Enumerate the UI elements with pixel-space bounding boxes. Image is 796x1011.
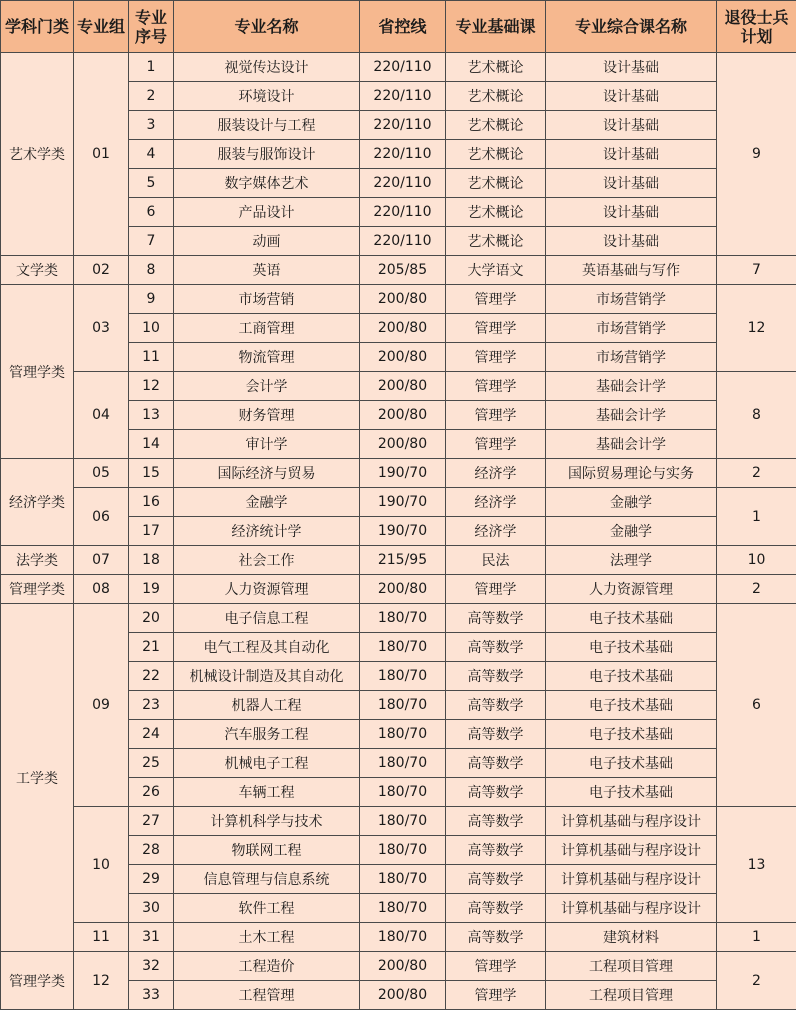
major-name-cell: 机械设计制造及其自动化 bbox=[174, 662, 360, 691]
score-line-cell: 180/70 bbox=[360, 633, 446, 662]
basic-course-cell: 经济学 bbox=[446, 517, 546, 546]
score-line-cell: 200/80 bbox=[360, 981, 446, 1010]
group-cell: 02 bbox=[74, 256, 129, 285]
group-cell: 10 bbox=[74, 807, 129, 923]
major-name-cell: 计算机科学与技术 bbox=[174, 807, 360, 836]
major-name-cell: 汽车服务工程 bbox=[174, 720, 360, 749]
veteran-plan-cell: 1 bbox=[717, 488, 796, 546]
score-line-cell: 180/70 bbox=[360, 894, 446, 923]
veteran-plan-cell: 7 bbox=[717, 256, 796, 285]
header-basic: 专业基础课 bbox=[446, 1, 546, 53]
score-line-cell: 180/70 bbox=[360, 720, 446, 749]
comprehensive-course-cell: 英语基础与写作 bbox=[546, 256, 717, 285]
table-row bbox=[1, 952, 796, 981]
table-row bbox=[1, 488, 796, 517]
header-group: 专业组 bbox=[74, 1, 129, 53]
seq-cell: 1 bbox=[129, 53, 174, 82]
basic-course-cell: 高等数学 bbox=[446, 633, 546, 662]
seq-cell: 32 bbox=[129, 952, 174, 981]
seq-cell: 27 bbox=[129, 807, 174, 836]
header-plan: 退役士兵计划 bbox=[717, 1, 796, 53]
seq-cell: 14 bbox=[129, 430, 174, 459]
major-name-cell: 软件工程 bbox=[174, 894, 360, 923]
header-comprehensive: 专业综合课名称 bbox=[546, 1, 717, 53]
basic-course-cell: 管理学 bbox=[446, 372, 546, 401]
table-row bbox=[1, 459, 796, 488]
basic-course-cell: 艺术概论 bbox=[446, 111, 546, 140]
score-line-cell: 180/70 bbox=[360, 604, 446, 633]
score-line-cell: 205/85 bbox=[360, 256, 446, 285]
basic-course-cell: 高等数学 bbox=[446, 749, 546, 778]
major-name-cell: 电气工程及其自动化 bbox=[174, 633, 360, 662]
header-row bbox=[1, 1, 796, 53]
score-line-cell: 200/80 bbox=[360, 285, 446, 314]
major-name-cell: 市场营销 bbox=[174, 285, 360, 314]
category-cell: 管理学类 bbox=[1, 575, 74, 604]
basic-course-cell: 大学语文 bbox=[446, 256, 546, 285]
basic-course-cell: 高等数学 bbox=[446, 662, 546, 691]
basic-course-cell: 管理学 bbox=[446, 575, 546, 604]
major-name-cell: 经济统计学 bbox=[174, 517, 360, 546]
seq-cell: 25 bbox=[129, 749, 174, 778]
comprehensive-course-cell: 国际贸易理论与实务 bbox=[546, 459, 717, 488]
major-name-cell: 服装设计与工程 bbox=[174, 111, 360, 140]
basic-course-cell: 高等数学 bbox=[446, 807, 546, 836]
veteran-plan-cell: 2 bbox=[717, 459, 796, 488]
major-name-cell: 金融学 bbox=[174, 488, 360, 517]
group-cell: 06 bbox=[74, 488, 129, 546]
major-name-cell: 审计学 bbox=[174, 430, 360, 459]
comprehensive-course-cell: 工程项目管理 bbox=[546, 981, 717, 1010]
major-name-cell: 电子信息工程 bbox=[174, 604, 360, 633]
veteran-plan-cell: 6 bbox=[717, 604, 796, 807]
basic-course-cell: 管理学 bbox=[446, 343, 546, 372]
group-cell: 01 bbox=[74, 53, 129, 256]
score-line-cell: 220/110 bbox=[360, 140, 446, 169]
major-name-cell: 产品设计 bbox=[174, 198, 360, 227]
seq-cell: 2 bbox=[129, 82, 174, 111]
major-name-cell: 国际经济与贸易 bbox=[174, 459, 360, 488]
veteran-plan-cell: 12 bbox=[717, 285, 796, 372]
seq-cell: 20 bbox=[129, 604, 174, 633]
table-body bbox=[1, 53, 796, 1010]
comprehensive-course-cell: 市场营销学 bbox=[546, 314, 717, 343]
major-name-cell: 工商管理 bbox=[174, 314, 360, 343]
basic-course-cell: 管理学 bbox=[446, 285, 546, 314]
seq-cell: 24 bbox=[129, 720, 174, 749]
score-line-cell: 220/110 bbox=[360, 198, 446, 227]
major-name-cell: 工程造价 bbox=[174, 952, 360, 981]
seq-cell: 28 bbox=[129, 836, 174, 865]
major-name-cell: 信息管理与信息系统 bbox=[174, 865, 360, 894]
seq-cell: 22 bbox=[129, 662, 174, 691]
comprehensive-course-cell: 设计基础 bbox=[546, 227, 717, 256]
comprehensive-course-cell: 法理学 bbox=[546, 546, 717, 575]
seq-cell: 29 bbox=[129, 865, 174, 894]
major-name-cell: 英语 bbox=[174, 256, 360, 285]
group-cell: 07 bbox=[74, 546, 129, 575]
score-line-cell: 180/70 bbox=[360, 691, 446, 720]
header-major: 专业名称 bbox=[174, 1, 360, 53]
major-name-cell: 机器人工程 bbox=[174, 691, 360, 720]
veteran-plan-cell: 1 bbox=[717, 923, 796, 952]
veteran-plan-cell: 8 bbox=[717, 372, 796, 459]
seq-cell: 16 bbox=[129, 488, 174, 517]
score-line-cell: 220/110 bbox=[360, 227, 446, 256]
comprehensive-course-cell: 市场营销学 bbox=[546, 343, 717, 372]
basic-course-cell: 高等数学 bbox=[446, 720, 546, 749]
comprehensive-course-cell: 工程项目管理 bbox=[546, 952, 717, 981]
comprehensive-course-cell: 电子技术基础 bbox=[546, 633, 717, 662]
basic-course-cell: 艺术概论 bbox=[446, 140, 546, 169]
major-name-cell: 工程管理 bbox=[174, 981, 360, 1010]
comprehensive-course-cell: 计算机基础与程序设计 bbox=[546, 836, 717, 865]
category-cell: 管理学类 bbox=[1, 952, 74, 1010]
category-cell: 经济学类 bbox=[1, 459, 74, 546]
basic-course-cell: 艺术概论 bbox=[446, 169, 546, 198]
score-line-cell: 220/110 bbox=[360, 169, 446, 198]
seq-cell: 9 bbox=[129, 285, 174, 314]
basic-course-cell: 高等数学 bbox=[446, 778, 546, 807]
score-line-cell: 180/70 bbox=[360, 836, 446, 865]
table-row bbox=[1, 604, 796, 633]
comprehensive-course-cell: 电子技术基础 bbox=[546, 604, 717, 633]
seq-cell: 3 bbox=[129, 111, 174, 140]
basic-course-cell: 高等数学 bbox=[446, 836, 546, 865]
major-name-cell: 人力资源管理 bbox=[174, 575, 360, 604]
major-name-cell: 会计学 bbox=[174, 372, 360, 401]
comprehensive-course-cell: 设计基础 bbox=[546, 198, 717, 227]
score-line-cell: 200/80 bbox=[360, 952, 446, 981]
score-line-cell: 200/80 bbox=[360, 430, 446, 459]
score-line-cell: 220/110 bbox=[360, 82, 446, 111]
basic-course-cell: 管理学 bbox=[446, 952, 546, 981]
score-line-cell: 190/70 bbox=[360, 488, 446, 517]
score-line-cell: 180/70 bbox=[360, 923, 446, 952]
score-line-cell: 200/80 bbox=[360, 575, 446, 604]
basic-course-cell: 管理学 bbox=[446, 401, 546, 430]
seq-cell: 26 bbox=[129, 778, 174, 807]
group-cell: 12 bbox=[74, 952, 129, 1010]
seq-cell: 33 bbox=[129, 981, 174, 1010]
score-line-cell: 190/70 bbox=[360, 517, 446, 546]
major-name-cell: 物流管理 bbox=[174, 343, 360, 372]
basic-course-cell: 艺术概论 bbox=[446, 82, 546, 111]
category-cell: 文学类 bbox=[1, 256, 74, 285]
basic-course-cell: 高等数学 bbox=[446, 865, 546, 894]
major-name-cell: 视觉传达设计 bbox=[174, 53, 360, 82]
basic-course-cell: 民法 bbox=[446, 546, 546, 575]
basic-course-cell: 管理学 bbox=[446, 430, 546, 459]
basic-course-cell: 艺术概论 bbox=[446, 227, 546, 256]
seq-cell: 8 bbox=[129, 256, 174, 285]
basic-course-cell: 高等数学 bbox=[446, 923, 546, 952]
veteran-plan-cell: 9 bbox=[717, 53, 796, 256]
table-row bbox=[1, 546, 796, 575]
score-line-cell: 180/70 bbox=[360, 778, 446, 807]
group-cell: 03 bbox=[74, 285, 129, 372]
basic-course-cell: 高等数学 bbox=[446, 894, 546, 923]
header-seq: 专业序号 bbox=[129, 1, 174, 53]
score-line-cell: 180/70 bbox=[360, 865, 446, 894]
comprehensive-course-cell: 市场营销学 bbox=[546, 285, 717, 314]
table-row bbox=[1, 372, 796, 401]
score-line-cell: 190/70 bbox=[360, 459, 446, 488]
table-row bbox=[1, 285, 796, 314]
basic-course-cell: 经济学 bbox=[446, 459, 546, 488]
comprehensive-course-cell: 设计基础 bbox=[546, 53, 717, 82]
comprehensive-course-cell: 计算机基础与程序设计 bbox=[546, 807, 717, 836]
major-name-cell: 物联网工程 bbox=[174, 836, 360, 865]
comprehensive-course-cell: 基础会计学 bbox=[546, 372, 717, 401]
major-name-cell: 土木工程 bbox=[174, 923, 360, 952]
veteran-plan-cell: 2 bbox=[717, 575, 796, 604]
score-line-cell: 215/95 bbox=[360, 546, 446, 575]
seq-cell: 19 bbox=[129, 575, 174, 604]
major-name-cell: 车辆工程 bbox=[174, 778, 360, 807]
seq-cell: 31 bbox=[129, 923, 174, 952]
header-score: 省控线 bbox=[360, 1, 446, 53]
category-cell: 管理学类 bbox=[1, 285, 74, 459]
comprehensive-course-cell: 电子技术基础 bbox=[546, 720, 717, 749]
comprehensive-course-cell: 金融学 bbox=[546, 488, 717, 517]
comprehensive-course-cell: 计算机基础与程序设计 bbox=[546, 894, 717, 923]
veteran-plan-cell: 2 bbox=[717, 952, 796, 1010]
table-row bbox=[1, 923, 796, 952]
veteran-plan-cell: 10 bbox=[717, 546, 796, 575]
seq-cell: 11 bbox=[129, 343, 174, 372]
score-line-cell: 180/70 bbox=[360, 662, 446, 691]
basic-course-cell: 高等数学 bbox=[446, 604, 546, 633]
seq-cell: 12 bbox=[129, 372, 174, 401]
major-name-cell: 机械电子工程 bbox=[174, 749, 360, 778]
comprehensive-course-cell: 设计基础 bbox=[546, 111, 717, 140]
comprehensive-course-cell: 建筑材料 bbox=[546, 923, 717, 952]
seq-cell: 10 bbox=[129, 314, 174, 343]
group-cell: 09 bbox=[74, 604, 129, 807]
comprehensive-course-cell: 电子技术基础 bbox=[546, 691, 717, 720]
header-category: 学科门类 bbox=[1, 1, 74, 53]
group-cell: 08 bbox=[74, 575, 129, 604]
seq-cell: 21 bbox=[129, 633, 174, 662]
seq-cell: 13 bbox=[129, 401, 174, 430]
table-row bbox=[1, 256, 796, 285]
basic-course-cell: 高等数学 bbox=[446, 691, 546, 720]
seq-cell: 4 bbox=[129, 140, 174, 169]
major-name-cell: 社会工作 bbox=[174, 546, 360, 575]
table-row bbox=[1, 53, 796, 82]
basic-course-cell: 经济学 bbox=[446, 488, 546, 517]
comprehensive-course-cell: 计算机基础与程序设计 bbox=[546, 865, 717, 894]
score-line-cell: 180/70 bbox=[360, 807, 446, 836]
category-cell: 法学类 bbox=[1, 546, 74, 575]
comprehensive-course-cell: 设计基础 bbox=[546, 140, 717, 169]
basic-course-cell: 艺术概论 bbox=[446, 53, 546, 82]
major-name-cell: 财务管理 bbox=[174, 401, 360, 430]
group-cell: 04 bbox=[74, 372, 129, 459]
comprehensive-course-cell: 设计基础 bbox=[546, 82, 717, 111]
comprehensive-course-cell: 电子技术基础 bbox=[546, 778, 717, 807]
major-name-cell: 动画 bbox=[174, 227, 360, 256]
category-cell: 艺术学类 bbox=[1, 53, 74, 256]
table-row bbox=[1, 807, 796, 836]
major-name-cell: 数字媒体艺术 bbox=[174, 169, 360, 198]
seq-cell: 15 bbox=[129, 459, 174, 488]
score-line-cell: 200/80 bbox=[360, 372, 446, 401]
comprehensive-course-cell: 基础会计学 bbox=[546, 401, 717, 430]
score-line-cell: 180/70 bbox=[360, 749, 446, 778]
comprehensive-course-cell: 人力资源管理 bbox=[546, 575, 717, 604]
comprehensive-course-cell: 基础会计学 bbox=[546, 430, 717, 459]
seq-cell: 30 bbox=[129, 894, 174, 923]
group-cell: 11 bbox=[74, 923, 129, 952]
seq-cell: 7 bbox=[129, 227, 174, 256]
seq-cell: 17 bbox=[129, 517, 174, 546]
basic-course-cell: 管理学 bbox=[446, 981, 546, 1010]
seq-cell: 5 bbox=[129, 169, 174, 198]
comprehensive-course-cell: 金融学 bbox=[546, 517, 717, 546]
group-cell: 05 bbox=[74, 459, 129, 488]
category-cell: 工学类 bbox=[1, 604, 74, 952]
veteran-plan-cell: 13 bbox=[717, 807, 796, 923]
score-line-cell: 220/110 bbox=[360, 53, 446, 82]
score-line-cell: 220/110 bbox=[360, 111, 446, 140]
table-row bbox=[1, 575, 796, 604]
seq-cell: 23 bbox=[129, 691, 174, 720]
score-line-cell: 200/80 bbox=[360, 314, 446, 343]
major-name-cell: 服装与服饰设计 bbox=[174, 140, 360, 169]
basic-course-cell: 管理学 bbox=[446, 314, 546, 343]
comprehensive-course-cell: 电子技术基础 bbox=[546, 749, 717, 778]
basic-course-cell: 艺术概论 bbox=[446, 198, 546, 227]
seq-cell: 6 bbox=[129, 198, 174, 227]
score-line-cell: 200/80 bbox=[360, 343, 446, 372]
comprehensive-course-cell: 设计基础 bbox=[546, 169, 717, 198]
seq-cell: 18 bbox=[129, 546, 174, 575]
major-name-cell: 环境设计 bbox=[174, 82, 360, 111]
comprehensive-course-cell: 电子技术基础 bbox=[546, 662, 717, 691]
score-line-cell: 200/80 bbox=[360, 401, 446, 430]
